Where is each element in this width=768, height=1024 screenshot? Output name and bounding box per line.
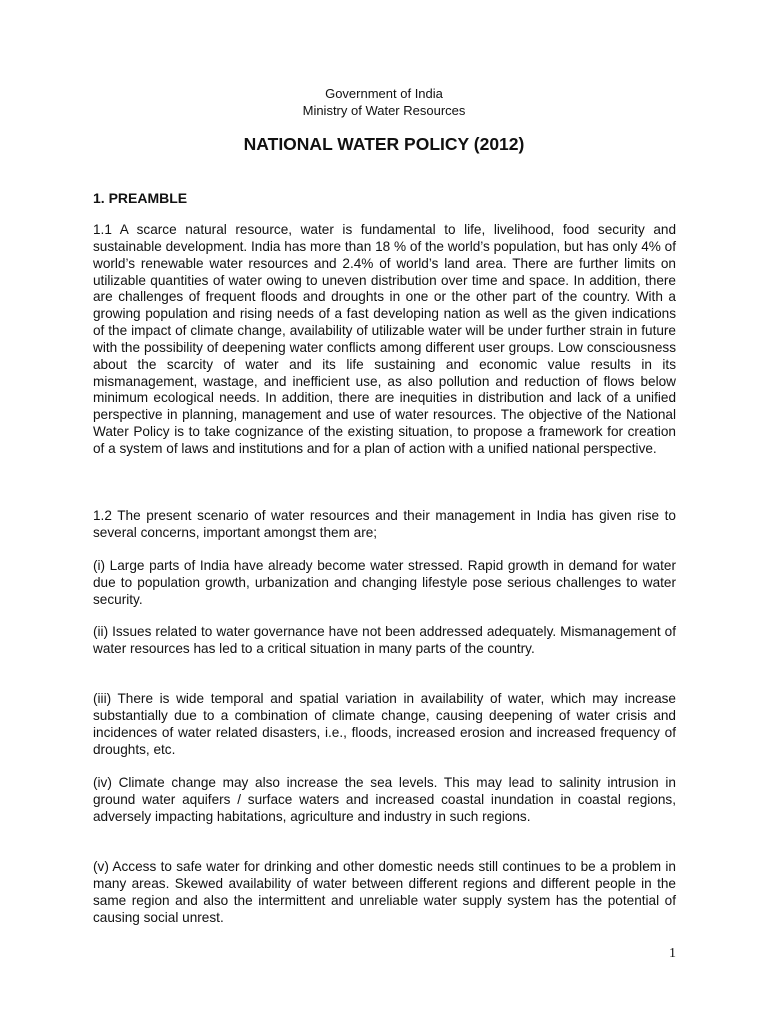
concern-item-v: (v) Access to safe water for drinking and other domestic needs still continues to be a problem in many areas. Skewed availability of water between different regions and different people in the same region and also the intermittent and unreliable water supply system has the potential of causing social unrest. bbox=[93, 859, 676, 925]
header-ministry: Ministry of Water Resources bbox=[302, 103, 466, 118]
header-government: Government of India bbox=[325, 86, 443, 101]
paragraph-1-1: 1.1 A scarce natural resource, water is fundamental to life, livelihood, food security and sustainable development. India has more than 18 % of the world’s population, but has only 4% of world’s renewable water resources and 2.4% of world’s land area. There are further limits on utilizable quantities of water owing to uneven distribution over time and space. In addition, there are challenges of frequent floods and droughts in one or the other part of the country. With a growing population and rising needs of a fast developing nation as well as the given indications of the impact of climate change, availability of utilizable water will be under further strain in future with the possibility of deepening water conflicts among different user groups. Low consciousness about the scarcity of water and its life sustaining and economic value results in its mismanagement, wastage, and inefficient use, as also pollution and reduction of flows below minimum ecological needs. In addition, there are inequities in distribution and lack of a unified perspective in planning, management and use of water resources. The objective of the National Water Policy is to take cognizance of the existing situation, to propose a framework for creation of a system of laws and institutions and for a plan of action with a unified national perspective. bbox=[93, 222, 676, 456]
concern-item-ii: (ii) Issues related to water governance have not been addressed adequately. Mismanagement of water resources has led to a critical situation in many parts of the country. bbox=[93, 624, 676, 656]
document-title: NATIONAL WATER POLICY (2012) bbox=[243, 134, 525, 154]
paragraph-1-2: 1.2 The present scenario of water resources and their management in India has given rise to several concerns, important amongst them are; bbox=[93, 508, 676, 540]
concern-item-iv: (iv) Climate change may also increase the sea levels. This may lead to salinity intrusion in ground water aquifers / surface waters and increased coastal inundation in coastal regions, adversely impacting habitations, agriculture and industry in such regions. bbox=[93, 775, 676, 824]
concern-item-iii: (iii) There is wide temporal and spatial variation in availability of water, which may increase substantially due to a combination of climate change, causing deepening of water crisis and incidences of water related disasters, i.e., floods, increased erosion and increased frequency of droughts, etc. bbox=[93, 691, 676, 757]
concern-item-i: (i) Large parts of India have already become water stressed. Rapid growth in demand for water due to population growth, urbanization and changing lifestyle pose serious challenges to water security. bbox=[93, 558, 676, 607]
section-heading: 1. PREAMBLE bbox=[93, 190, 188, 206]
page-number: 1 bbox=[669, 946, 676, 961]
